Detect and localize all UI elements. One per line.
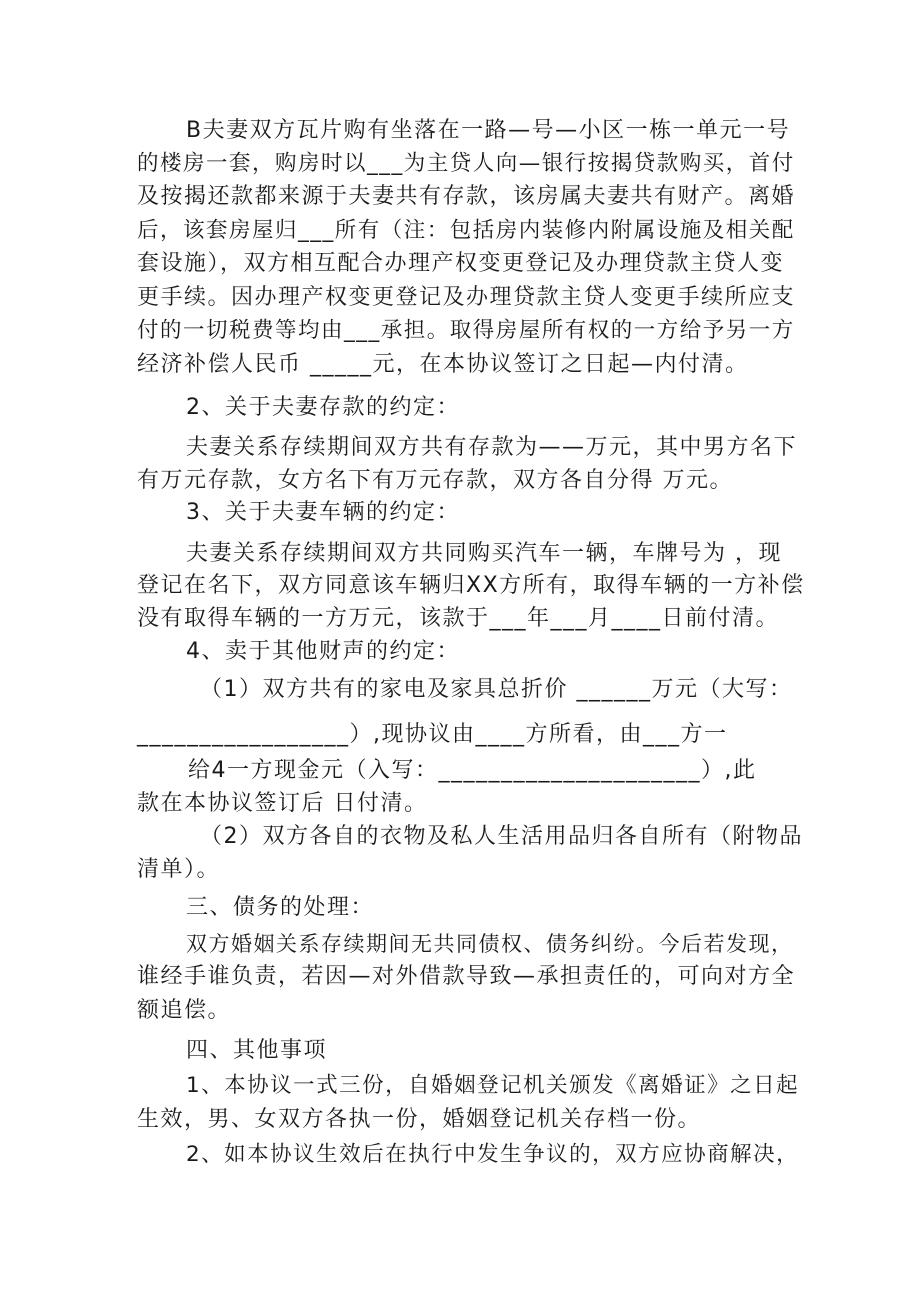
paragraph-line: 谁经手谁负责，若因—对外借款导致—承担责任的，可向对方全	[137, 964, 796, 989]
paragraph-line: 生效，男、女双方各执一份，婚姻登记机关存档一份。	[137, 1107, 702, 1132]
paragraph-line: 更手续。因办理产权变更登记及办理贷款主贷人变更手续所应支	[137, 285, 796, 310]
paragraph-line: 给4一方现金元（入写：_____________________）,此	[188, 758, 757, 783]
paragraph-line: 有万元存款，女方名下有万元存款，双方各自分得 万元。	[137, 468, 733, 493]
paragraph-line: _________________）,现协议由____方所看，由___方一	[137, 722, 728, 747]
paragraph-line: （2）双方各自的衣物及私人生活用品归各自所有（附物品	[200, 824, 803, 849]
section-heading: 2、关于夫妻存款的约定：	[186, 395, 460, 420]
paragraph-line: 没有取得车辆的一方万元，该款于___年___月____日前付清。	[137, 606, 780, 631]
paragraph-line: 套设施），双方相互配合办理产权变更登记及办理贷款主贷人变	[137, 251, 785, 276]
paragraph-line: 登记在名下，双方同意该车辆归XX方所有，取得车辆的一方补偿	[137, 573, 805, 598]
paragraph-line: 款在本协议签订后 日付清。	[137, 791, 428, 816]
paragraph-line: （1）双方共有的家电及家具总折价 ______万元（大写：	[200, 677, 793, 702]
section-heading: 4、卖于其他财声的约定：	[186, 639, 460, 664]
section-heading: 3、关于夫妻车辆的约定：	[186, 500, 460, 525]
paragraph-line: 额追偿。	[137, 998, 232, 1023]
paragraph-line: 双方婚姻关系存续期间无共同债权、债务纠纷。今后若发现，	[186, 932, 794, 956]
section-heading: 四、其他事项	[186, 1038, 328, 1063]
paragraph-line: B夫妻双方瓦片购有坐落在一路—号—小区一栋一单元一号	[186, 118, 791, 143]
paragraph-line: 及按揭还款都来源于夫妻共有存款，该房属夫妻共有财产。离婚	[137, 184, 796, 209]
paragraph-line: 夫妻关系存续期间双方共有存款为——万元，其中男方名下	[186, 435, 798, 460]
paragraph-line: 夫妻关系存续期间双方共同购买汽车一辆，车牌号为 ，现	[186, 541, 782, 566]
paragraph-line: 经济补偿人民币 _____元，在本协议签订之日起—内付清。	[137, 352, 749, 377]
section-heading: 三、债务的处理：	[186, 895, 375, 920]
paragraph-line: 付的一切税费等均由___承担。取得房屋所有权的一方给予另一方	[137, 318, 795, 343]
paragraph-line: 清单）。	[137, 857, 221, 882]
paragraph-line: 2、如本协议生效后在执行中发生争议的，双方应协商解决，	[186, 1142, 800, 1167]
paragraph-line: 1、本协议一式三份，自婚姻登记机关颁发《离婚证》之日起	[186, 1073, 800, 1098]
paragraph-line: 的楼房一套，购房时以___为主贷人向—银行按揭贷款购买，首付	[137, 151, 795, 176]
paragraph-line: 后，该套房屋归___所有（注：包括房内装修内附属设施及相关配	[137, 218, 795, 243]
